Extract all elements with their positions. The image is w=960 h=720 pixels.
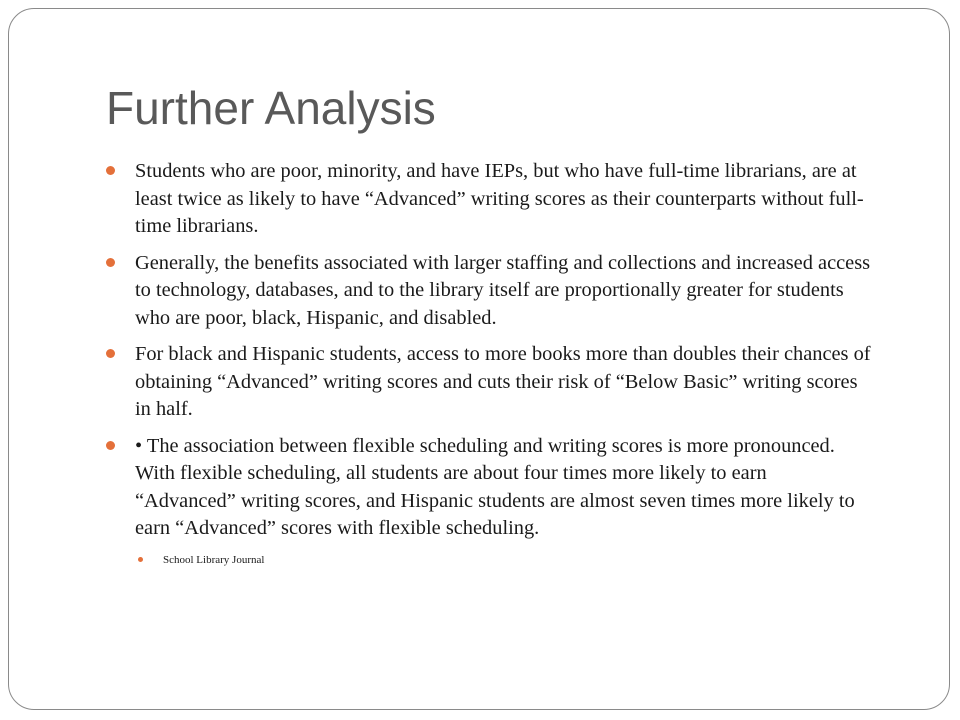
bullet-dot-icon xyxy=(106,166,115,175)
bullet-list xyxy=(106,158,872,568)
bullet-dot-icon xyxy=(106,441,115,450)
source-citation xyxy=(106,552,872,568)
bullet-item xyxy=(106,250,872,333)
bullet-item xyxy=(106,433,872,543)
bullet-text: For black and Hispanic students, access to more books more than doubles their chances of obtaining “Advanced” writing scores and cuts their risk of “Below Basic” writing scores in half. xyxy=(135,343,871,420)
bullet-dot-icon xyxy=(106,258,115,267)
sub-bullet-dot-icon xyxy=(138,557,143,562)
bullet-text: Students who are poor, minority, and have IEPs, but who have full-time librarians, are at least twice as likely to have “Advanced” writing scores as their counterparts without full-time librarians. xyxy=(135,160,864,237)
bullet-item xyxy=(106,158,872,241)
bullet-dot-icon xyxy=(106,349,115,358)
source-text: School Library Journal xyxy=(163,553,265,566)
slide-title: Further Analysis xyxy=(106,82,436,134)
bullet-text: • The association between flexible scheduling and writing scores is more pronounced. With flexible scheduling, all students are about four times more likely to earn “Advanced” writing scores, and Hispanic students are almost seven times more likely to earn “Advanced” scores with flexible scheduling. xyxy=(135,434,855,539)
bullet-item xyxy=(106,341,872,424)
bullet-text: Generally, the benefits associated with larger staffing and collections and increased access to technology, databases, and to the library itself are proportionally greater for students who are poor, black, Hispanic, and disabled. xyxy=(135,251,871,329)
